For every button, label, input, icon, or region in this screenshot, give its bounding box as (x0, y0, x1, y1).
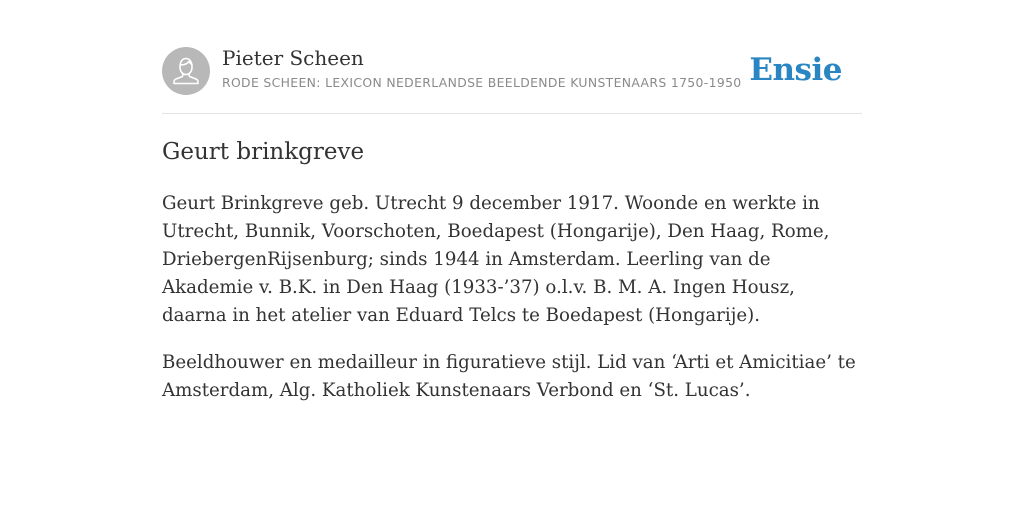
author-name[interactable]: Pieter Scheen (222, 46, 364, 70)
article-paragraph: Geurt Brinkgreve geb. Utrecht 9 december 1917. Woonde en werkte in Utrecht, Bunnik, Voorschoten, Boedapest (Hongarije), Den Haag, Rome, DriebergenRijsenburg; sinds 1944 in Amsterdam. Leerling van de Akademie v. B.K. in Den Haag (1933-’37) o.l.v. B. M. A. Ingen Housz, daarna in het atelier van Eduard Telcs te Boedapest (Hongarije). (162, 193, 830, 326)
article-body (162, 190, 862, 424)
article-header (162, 46, 862, 96)
header-divider (162, 113, 862, 114)
ensie-logo[interactable]: Ensie (749, 52, 842, 88)
article-paragraph: Beeldhouwer en medailleur in figuratieve stijl. Lid van ‘Arti et Amicitiae’ te Amsterdam, Alg. Katholiek Kunstenaars Verbond en ‘St. Lucas’. (162, 352, 856, 401)
article-title: Geurt brinkgreve (162, 139, 365, 165)
user-silhouette-icon (162, 47, 210, 95)
source-label[interactable]: RODE SCHEEN: LEXICON NEDERLANDSE BEELDENDE KUNSTENAARS 1750-1950 (222, 75, 742, 90)
author-avatar[interactable] (162, 47, 210, 95)
article-card (162, 46, 862, 401)
